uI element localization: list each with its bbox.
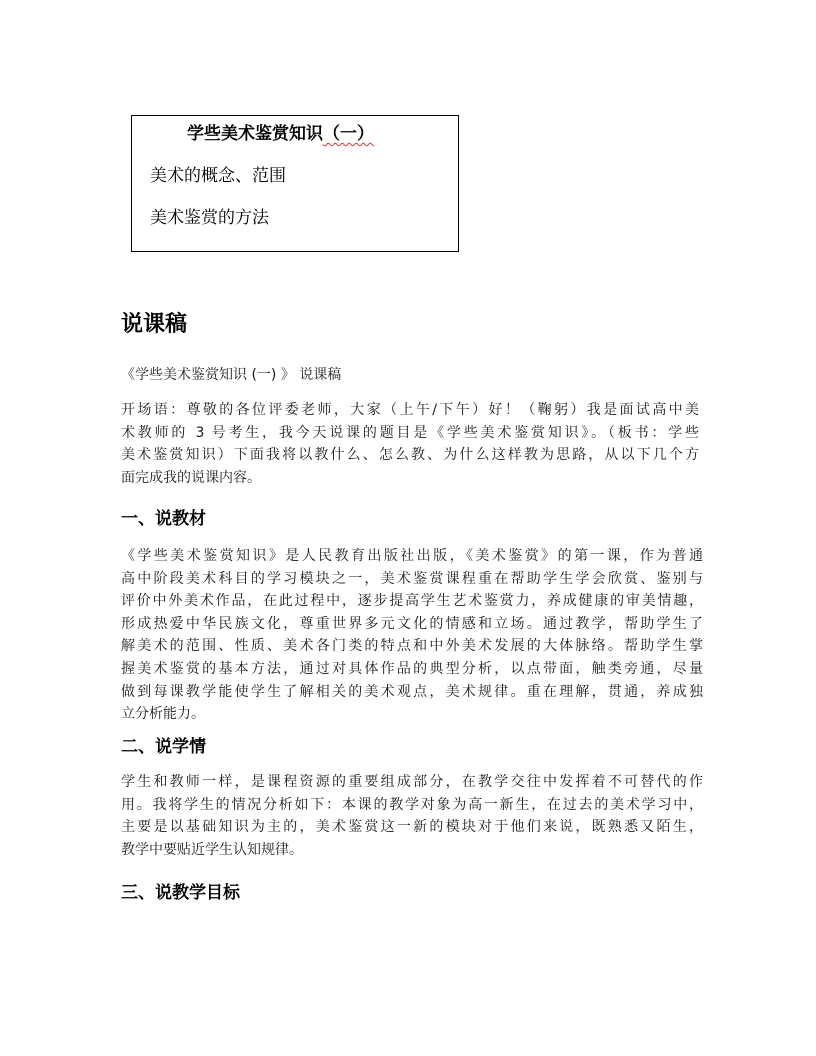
paragraph-line: 做到每课教学能使学生了解相关的美术观点，美术规律。重在理解，贯通，养成独 bbox=[121, 683, 703, 700]
intro-line: 术教师的 3 号考生，我今天说课的题目是《学些美术鉴赏知识》。（板书：学些 bbox=[121, 424, 699, 441]
section-textbook-paragraph bbox=[121, 545, 703, 726]
board-item-method: 美术鉴赏的方法 bbox=[150, 208, 269, 228]
paragraph-line: 解美术的范围、性质、美术各门类的特点和中外美术发展的大体脉络。帮助学生掌 bbox=[121, 638, 703, 655]
intro-line: 美术鉴赏知识）下面我将以教什么、怎么教、为什么这样教为思路，从以下几个方 bbox=[121, 447, 699, 464]
paragraph-line: 高中阶段美术科目的学习模块之一，美术鉴赏课程重在帮助学生学会欣赏、鉴别与 bbox=[121, 570, 703, 587]
intro-line: 面完成我的说课内容。 bbox=[121, 469, 261, 486]
paragraph-line: 学生和教师一样，是课程资源的重要组成部分，在教学交往中发挥着不可替代的作 bbox=[121, 774, 703, 790]
board-item-concept: 美术的概念、范围 bbox=[150, 166, 286, 186]
paragraph-line: 主要是以基础知识为主的，美术鉴赏这一新的模块对于他们来说，既熟悉又陌生， bbox=[121, 819, 703, 836]
board-title-main: 学些美术鉴赏知识 bbox=[187, 124, 323, 144]
section-heading-textbook: 一、说教材 bbox=[121, 509, 206, 529]
section-heading-objectives: 三、说教学目标 bbox=[121, 883, 240, 903]
intro-paragraph bbox=[121, 399, 699, 489]
paragraph-line: 教学中要贴近学生认知规律。 bbox=[121, 841, 303, 858]
page-title: 说课稿 bbox=[121, 312, 188, 337]
paragraph-line: 握美术鉴赏的基本方法，通过对具体作品的典型分析，以点带面，触类旁通，尽量 bbox=[121, 660, 703, 677]
section-students-paragraph bbox=[121, 771, 703, 861]
document-subtitle: 《学些美术鉴赏知识 (一) 》 说课稿 bbox=[121, 367, 342, 383]
board-title-suffix: （一） bbox=[323, 124, 374, 144]
paragraph-line: 形成热爱中华民族文化，尊重世界多元文化的情感和立场。通过教学，帮助学生了 bbox=[121, 615, 703, 632]
intro-line: 开场语：尊敬的各位评委老师，大家（上午/下午）好！（鞠躬）我是面试高中美 bbox=[121, 402, 699, 418]
board-title bbox=[187, 119, 374, 144]
paragraph-line: 《学些美术鉴赏知识》是人民教育出版社出版，《美术鉴赏》的第一课，作为普通 bbox=[121, 548, 703, 564]
paragraph-line: 评价中外美术作品，在此过程中，逐步提高学生艺术鉴赏力，养成健康的审美情趣， bbox=[121, 593, 703, 610]
blackboard-outline-box bbox=[131, 115, 459, 252]
paragraph-line: 立分析能力。 bbox=[121, 706, 205, 723]
paragraph-line: 用。我将学生的情况分析如下：本课的教学对象为高一新生，在过去的美术学习中， bbox=[121, 796, 703, 813]
section-heading-students: 二、说学情 bbox=[121, 737, 206, 757]
